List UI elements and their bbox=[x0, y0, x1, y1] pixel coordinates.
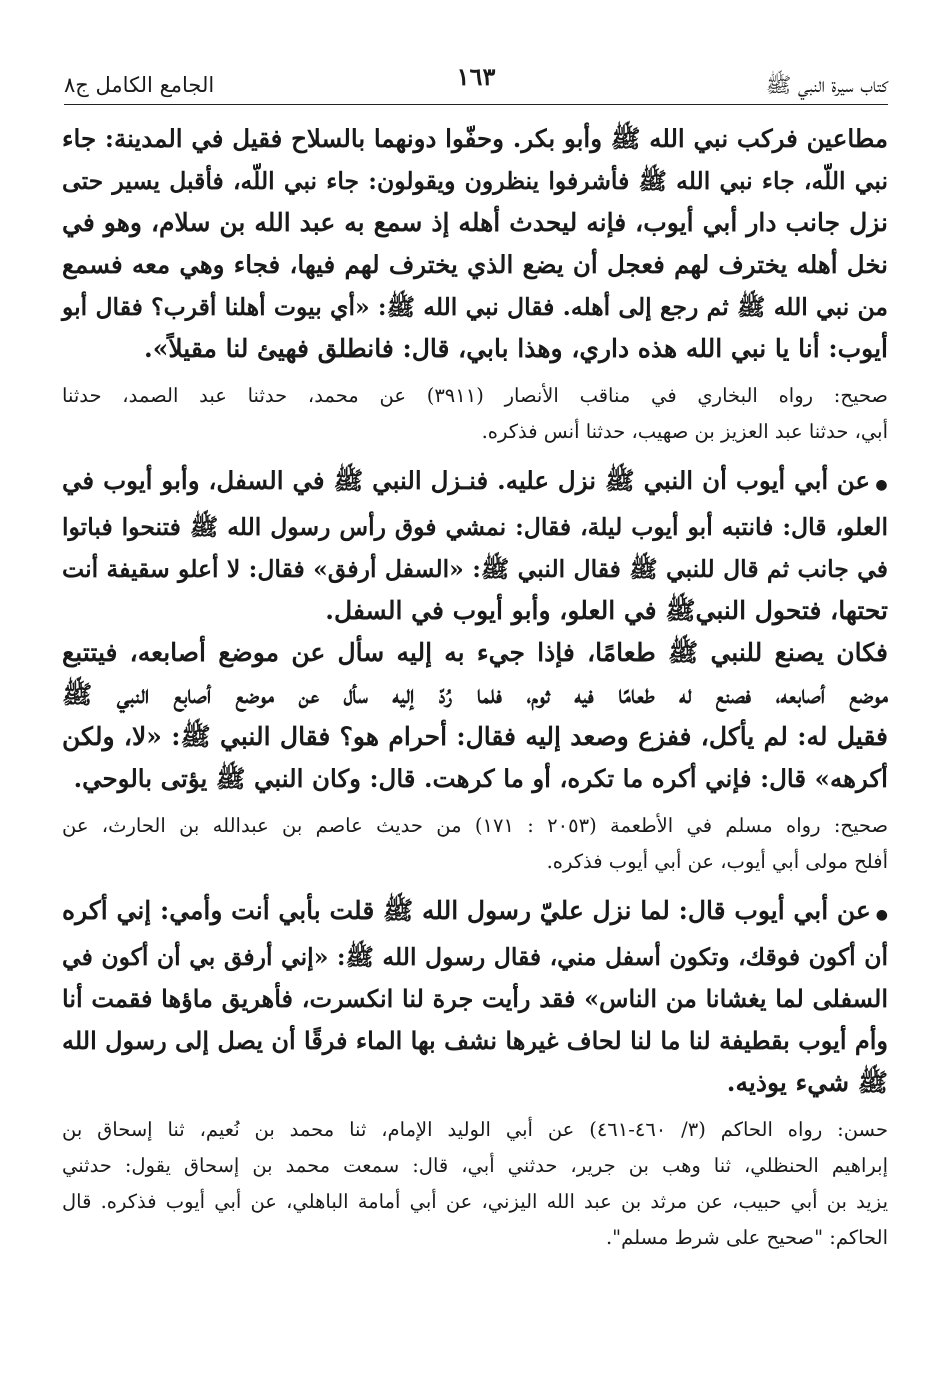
text-line: ﷺ شيء يوذيه. bbox=[726, 1068, 888, 1097]
text-line: نخل أهله يخترف لهم فعجل أن يضع الذي يخترف لهم فيها، فجاء وهي معه فسمع bbox=[62, 250, 888, 279]
running-title-volume: الجامع الكامل ج٨ bbox=[64, 73, 215, 97]
source-line: حسن: رواه الحاكم (٣/ ٤٦٠-٤٦١) عن أبي الوليد الإمام، ثنا محمد بن نُعيم، ثنا إسحاق بن bbox=[62, 1118, 888, 1141]
text-line: أن أكون فوقك، وتكون أسفل مني، فقال رسول الله ﷺ: «إني أرفق بي أن أكون في bbox=[62, 943, 888, 971]
text-line: فقيل له: لم يأكل، ففزع وصعد إليه فقال: أحرام هو؟ فقال النبي ﷺ: «لا، ولكن bbox=[62, 722, 888, 751]
header-divider bbox=[64, 104, 888, 105]
text-line: ● عن أبي أيوب قال: لما نزل عليّ رسول الله ﷺ قلت بأبي أنت وأمي: إني أكره bbox=[62, 890, 888, 936]
source-line: إبراهيم الحنظلي، ثنا وهب بن جرير، حدثني أبي، قال: سمعت محمد بن إسحاق يقول: حدثني bbox=[62, 1154, 888, 1177]
text-line: وأم أيوب بقطيفة لنا ما لنا لحاف غيرها نشف بها الماء فرقًا أن يصل إلى رسول الله bbox=[61, 1026, 888, 1055]
hadith-paragraph bbox=[62, 890, 888, 1104]
text-line: العلو، قال: فانتبه أبو أيوب ليلة، فقال: نمشي فوق رأس رسول الله ﷺ فتنحوا فباتوا bbox=[62, 513, 888, 541]
source-line: أفلح مولى أبي أيوب، عن أبي أيوب فذكره. bbox=[546, 850, 888, 873]
text-line: أيوب: أنا يا نبي الله هذه داري، وهذا بابي، قال: فانطلق فهيئ لنا مقيلاً». bbox=[144, 334, 888, 363]
text-line: موضع أصابعه، فصنع له طعامًا فيه ثوم، فلما رُدّ إليه سأل عن موضع أصابع النبي ﷺ bbox=[62, 680, 888, 709]
text-line: تحتها، فتحول النبيﷺ في العلو، وأبو أيوب في السفل. bbox=[325, 596, 888, 625]
hadith-paragraph bbox=[62, 632, 888, 800]
page-number: ١٦٣ bbox=[456, 62, 496, 91]
source-note bbox=[62, 808, 888, 880]
text-line: السفلى لما يغشانا من الناس» فقد رأيت جرة لنا انكسرت، فأهريق ماؤها فقمت أنا bbox=[62, 984, 888, 1013]
source-line: صحيح: رواه البخاري في مناقب الأنصار (٣٩١١) عن محمد، حدثنا عبد الصمد، حدثنا bbox=[62, 384, 888, 407]
source-line: أبي، حدثنا عبد العزيز بن صهيب، حدثنا أنس فذكره. bbox=[481, 420, 888, 443]
hadith-paragraph bbox=[62, 118, 888, 370]
text-line: نزل جانب دار أبي أيوب، فإنه ليحدث أهله إذ سمع به عبد الله بن سلام، وهو في bbox=[62, 208, 888, 237]
text-line: نبي اللّه، جاء نبي الله ﷺ فأشرفوا ينظرون ويقولون: جاء نبي اللّه، فأقبل يسير حتى bbox=[62, 167, 888, 195]
source-note bbox=[62, 378, 888, 450]
source-line: صحيح: رواه مسلم في الأطعمة (٢٠٥٣ : ١٧١) من حديث عاصم بن عبدالله بن الحارث، عن bbox=[62, 814, 889, 837]
page-body bbox=[62, 118, 888, 1266]
text-line: مطاعين فركب نبي الله ﷺ وأبو بكر. وحفّوا دونهما بالسلاح فقيل في المدينة: جاء bbox=[62, 124, 888, 153]
text-line: في جانب ثم قال للنبي ﷺ فقال النبي ﷺ: «السفل أرفق» فقال: لا أعلو سقيفة أنت bbox=[62, 555, 888, 583]
source-line: الحاكم: "صحيح على شرط مسلم". bbox=[605, 1226, 888, 1249]
running-title-book: كتاب سيرة النبي ﷺ bbox=[765, 73, 888, 97]
page-header bbox=[64, 52, 888, 100]
text-line: أكرهه» قال: فإني أكره ما تكره، أو ما كرهت. قال: وكان النبي ﷺ يؤتى بالوحي. bbox=[73, 764, 888, 793]
hadith-paragraph bbox=[62, 460, 888, 632]
text-line: ● عن أبي أيوب أن النبي ﷺ نزل عليه. فنـزل النبي ﷺ في السفل، وأبو أيوب في bbox=[62, 460, 888, 506]
source-note bbox=[62, 1112, 888, 1256]
text-line: فكان يصنع للنبي ﷺ طعامًا، فإذا جيء به إليه سأل عن موضع أصابعه، فيتتبع bbox=[62, 638, 888, 667]
text-line: من نبي الله ﷺ ثم رجع إلى أهله. فقال نبي الله ﷺ: «أي بيوت أهلنا أقرب؟ فقال أبو bbox=[62, 293, 888, 321]
source-line: يزيد بن أبي حبيب، عن مرثد بن عبد الله اليزني، عن أبي أمامة الباهلي، عن أبي أيوب فذكره. قال bbox=[62, 1190, 888, 1213]
